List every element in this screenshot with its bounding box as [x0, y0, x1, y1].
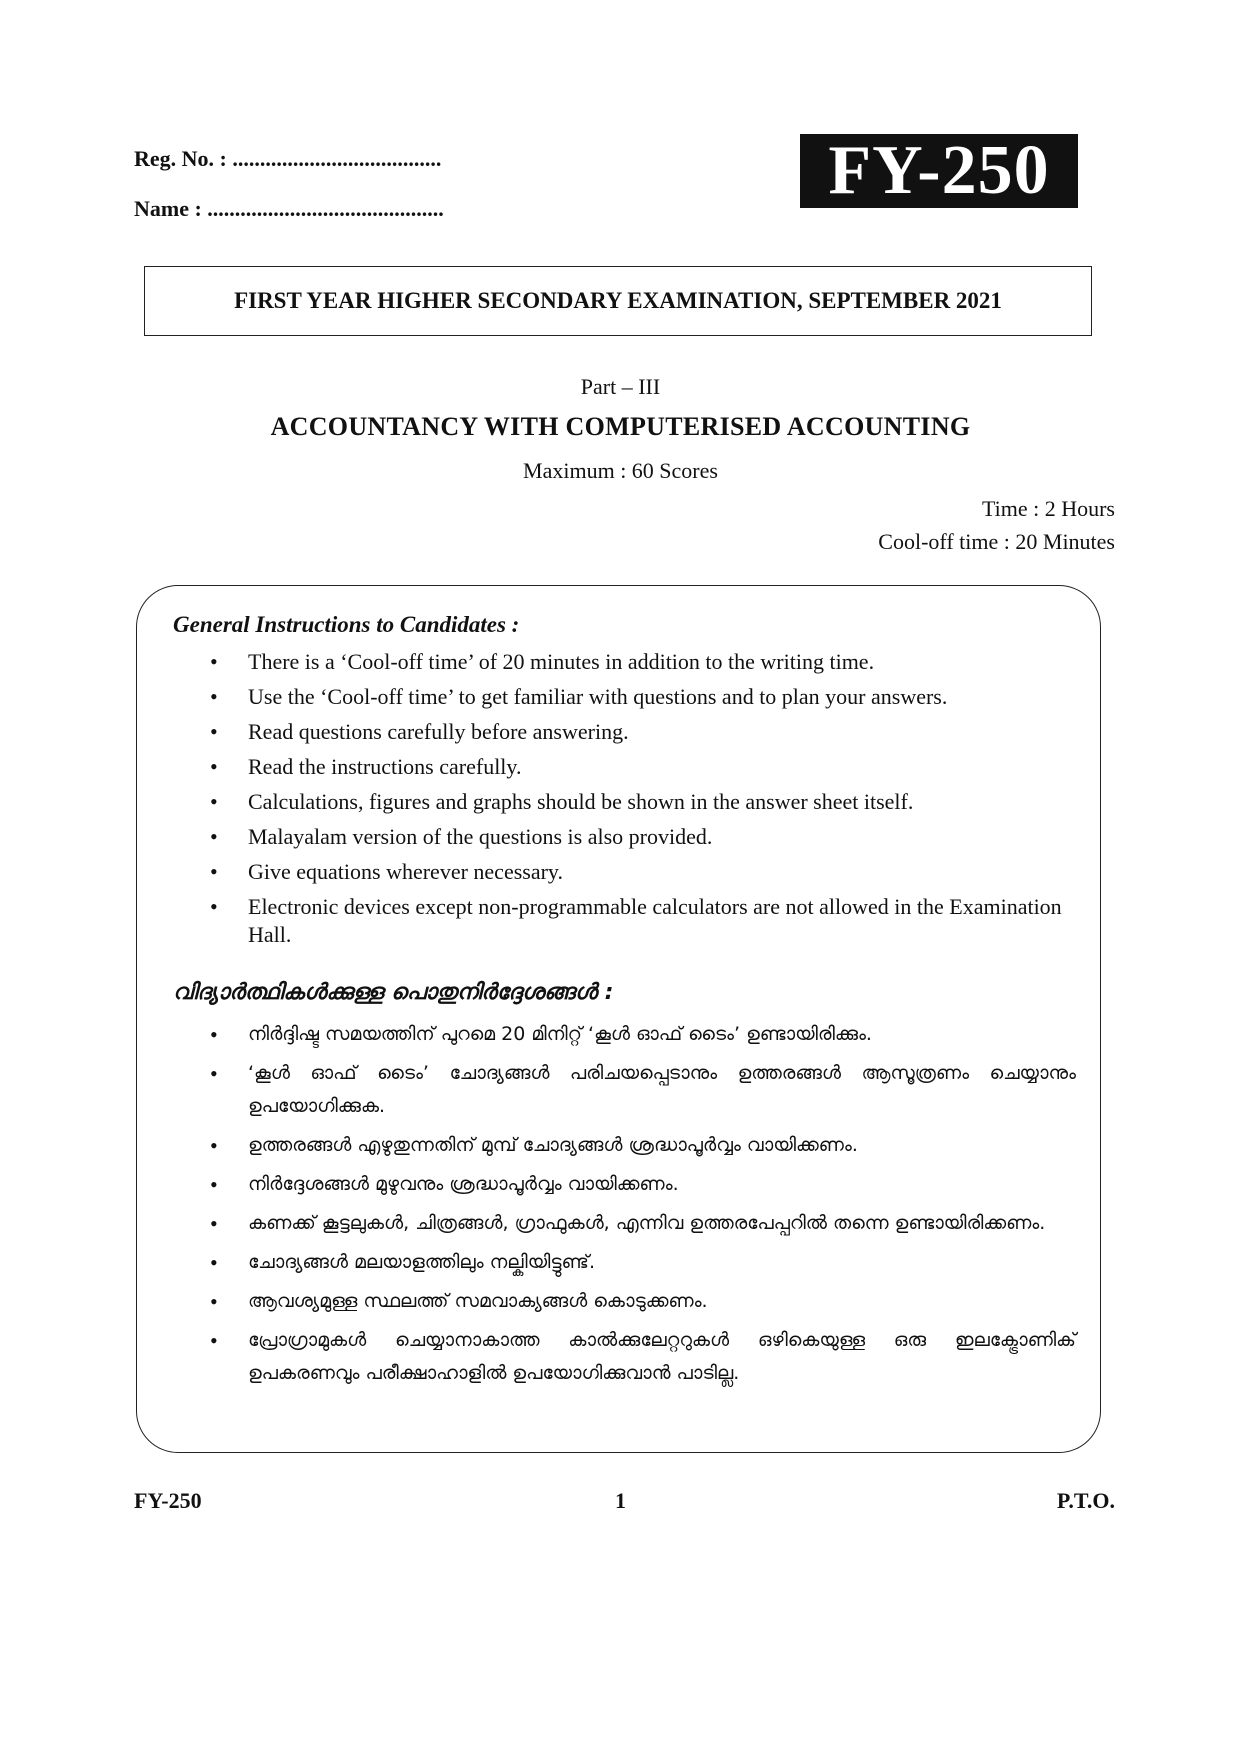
reg-no-field: Reg. No. : ...................................... [134, 146, 442, 171]
cool-off-label: Cool-off time : 20 Minutes [878, 529, 1115, 554]
subject-title: ACCOUNTANCY WITH COMPUTERISED ACCOUNTING [270, 412, 971, 441]
instructions-title: General Instructions to Candidates : [173, 612, 520, 637]
list-item: • Use the ‘Cool-off time’ to get familiar with questions and to plan your answers. [200, 683, 1080, 711]
list-item: • കണക്ക് കൂട്ടലുകൾ, ചിത്രങ്ങൾ, ഗ്രാഫുകൾ, എന്നിവ ഉത്തരപേപ്പറിൽ തന്നെ ഉണ്ടായിരിക്കണം. [200, 1207, 1076, 1240]
footer-code: FY-250 [134, 1488, 202, 1513]
pto-label: P.T.O. [1056, 1488, 1115, 1513]
list-item: • Give equations wherever necessary. [200, 858, 1080, 886]
page-number: 1 [615, 1488, 626, 1513]
max-scores: Maximum : 60 Scores [523, 458, 718, 483]
list-item: • നിർദ്ദിഷ്ട സമയത്തിന് പുറമെ 20 മിനിറ്റ് ‘കൂൾ ഓഫ് ടൈം’ ഉണ്ടായിരിക്കും. [200, 1018, 1076, 1051]
list-item: • ആവശ്യമുള്ള സ്ഥലത്ത് സമവാക്യങ്ങൾ കൊടുക്കണം. [200, 1285, 1076, 1318]
name-field: Name : ........................................... [134, 196, 444, 221]
time-label: Time : 2 Hours [981, 496, 1115, 521]
exam-title-box: FIRST YEAR HIGHER SECONDARY EXAMINATION, SEPTEMBER 2021 [144, 266, 1092, 336]
instructions-list [200, 648, 1080, 956]
list-item: • ചോദ്യങ്ങൾ മലയാളത്തിലും നല്കിയിട്ടുണ്ട്. [200, 1246, 1076, 1279]
paper-code-badge: FY-250 [800, 134, 1078, 208]
list-item: • Calculations, figures and graphs should be shown in the answer sheet itself. [200, 788, 1080, 816]
list-item: • ‘കൂൾ ഓഫ് ടൈം’ ചോദ്യങ്ങൾ പരിചയപ്പെടാനും ഉത്തരങ്ങൾ ആസൂത്രണം ചെയ്യാനും ഉപയോഗിക്കുക. [200, 1057, 1076, 1123]
malayalam-instructions-title: വിദ്യാർത്ഥികൾക്കുള്ള പൊതുനിർദ്ദേശങ്ങൾ : [173, 980, 614, 1005]
list-item: • Electronic devices except non-programmable calculators are not allowed in the Examination Hall. [200, 893, 1080, 949]
list-item: • പ്രോഗ്രാമുകൾ ചെയ്യാനാകാത്ത കാൽക്കുലേറ്ററുകൾ ഒഴികെയുള്ള ഒരു ഇലക്ട്രോണിക് ഉപകരണവും പരീക്ഷാഹാളിൽ ഉപയോഗിക്കുവാൻ പാടില്ല. [200, 1324, 1076, 1390]
malayalam-instructions-list [200, 1018, 1076, 1396]
list-item: • ഉത്തരങ്ങൾ എഴുതുന്നതിന് മുമ്പ് ചോദ്യങ്ങൾ ശ്രദ്ധാപൂർവ്വം വായിക്കണം. [200, 1129, 1076, 1162]
list-item: • There is a ‘Cool-off time’ of 20 minutes in addition to the writing time. [200, 648, 1080, 676]
part-label: Part – III [580, 374, 661, 399]
list-item: • നിർദ്ദേശങ്ങൾ മുഴുവനും ശ്രദ്ധാപൂർവ്വം വായിക്കണം. [200, 1168, 1076, 1201]
list-item: • Read the instructions carefully. [200, 753, 1080, 781]
list-item: • Read questions carefully before answering. [200, 718, 1080, 746]
list-item: • Malayalam version of the questions is also provided. [200, 823, 1080, 851]
